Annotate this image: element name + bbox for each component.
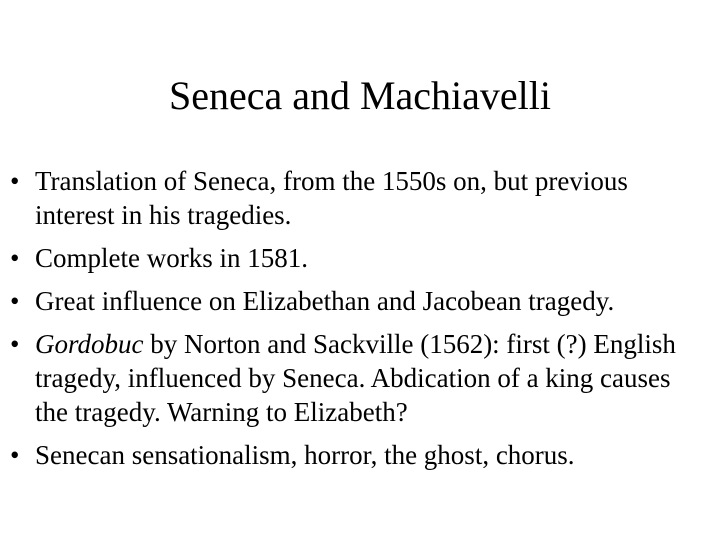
bullet-marker: • <box>10 166 20 196</box>
bullet-item <box>0 164 720 232</box>
bullet-item <box>0 284 720 318</box>
bullet-marker: • <box>10 286 20 316</box>
bullet-marker: • <box>10 243 20 273</box>
bullet-item <box>0 327 720 429</box>
bullet-item <box>0 241 720 275</box>
bullet-italic-title: Gordobuc <box>35 329 144 359</box>
bullet-list <box>0 164 720 481</box>
bullet-text: Translation of Seneca, from the 1550s on, but previous interest in his tragedies. <box>35 166 628 230</box>
bullet-text: by Norton and Sackville (1562): first (?) English tragedy, influenced by Seneca. Abdication of a king causes the tragedy. Warning to Elizabeth? <box>35 329 676 427</box>
bullet-item <box>0 438 720 472</box>
bullet-marker: • <box>10 440 20 470</box>
bullet-text: Senecan sensationalism, horror, the ghost, chorus. <box>35 440 575 470</box>
bullet-text: Great influence on Elizabethan and Jacobean tragedy. <box>35 286 615 316</box>
bullet-text: Complete works in 1581. <box>35 243 308 273</box>
bullet-marker: • <box>10 329 20 359</box>
slide-title: Seneca and Machiavelli <box>168 73 552 118</box>
